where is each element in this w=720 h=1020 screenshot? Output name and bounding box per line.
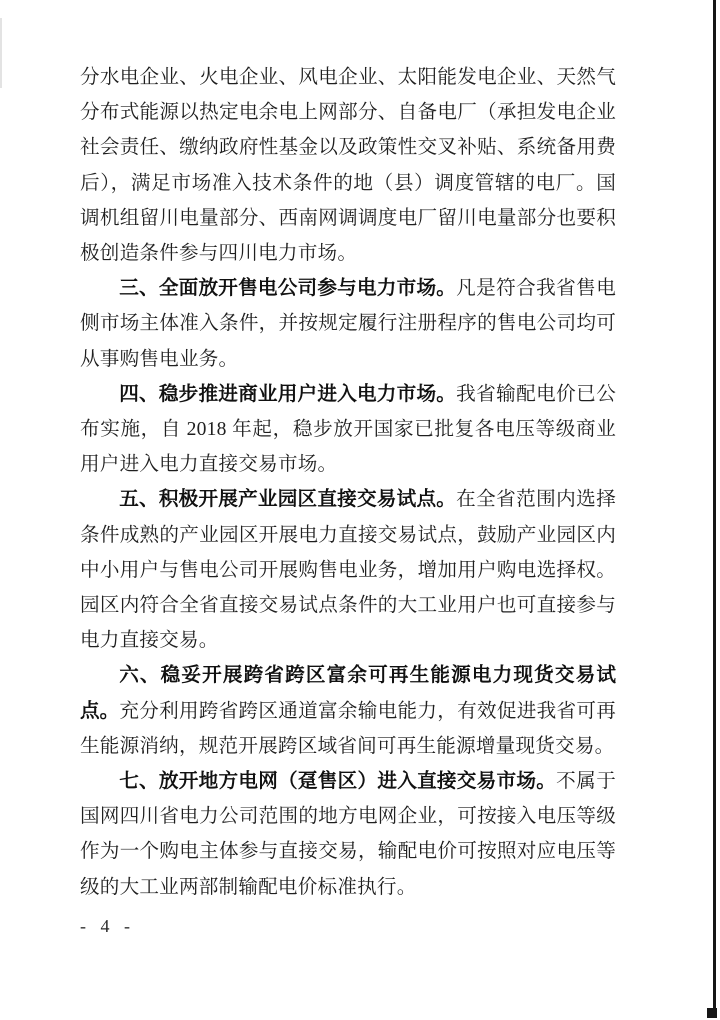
scan-artifact-right-edge [713, 0, 716, 1016]
section-5-body: 在全省范围内选择条件成熟的产业园区开展电力直接交易试点，鼓励产业园区内中小用户与售电公司开展购售电业务，增加用户购电选择权。园区内符合全省直接交易试点条件的大工业用户也可直接参与电力直接交易。 [80, 489, 616, 652]
section-5-paragraph [80, 482, 616, 658]
section-3-paragraph [80, 271, 616, 377]
section-6-paragraph [80, 658, 616, 764]
section-6-heading: 六、稳妥开展跨省跨区富余可再生能源电力现货交易试点。 [80, 664, 616, 722]
section-6-body: 充分利用跨省跨区通道富余输电能力，有效促进我省可再生能源消纳，规范开展跨区域省间可再生能源增量现货交易。 [80, 700, 617, 757]
section-4-body: 我省输配电价已公布实施，自 2018 年起，稳步放开国家已批复各电压等级商业用户进入电力直接交易市场。 [80, 383, 616, 476]
section-7-paragraph [80, 764, 616, 905]
scan-artifact-left-edge [0, 18, 2, 88]
page-number: - 4 - [80, 916, 135, 936]
scan-artifact-bottom-right-corner [707, 1008, 717, 1018]
paragraph-continuation [80, 60, 616, 271]
paragraph-continuation-text: 分水电企业、火电企业、风电企业、太阳能发电企业、天然气分布式能源以热定电余电上网部分、自备电厂（承担发电企业社会责任、缴纳政府性基金以及政策性交叉补贴、系统备用费后），满足市场准入技术条件的地（县）调度管辖的电厂。国调机组留川电量部分、西南网调调度电厂留川电量部分也要积极创造条件参与四川电力市场。 [80, 67, 616, 265]
section-3-body: 凡是符合我省售电侧市场主体准入条件，并按规定履行注册程序的售电公司均可从事购售电业务。 [80, 278, 616, 370]
section-4-paragraph [80, 377, 616, 483]
section-5-heading: 五、积极开展产业园区直接交易试点。 [119, 488, 457, 511]
section-7-body: 不属于国网四川省电力公司范围的地方电网企业，可按接入电压等级作为一个购电主体参与直接交易，输配电价可按照对应电压等级的大工业两部制输配电价标准执行。 [80, 771, 617, 898]
section-3-heading: 三、全面放开售电公司参与电力市场。 [119, 277, 457, 300]
section-4-heading: 四、稳步推进商业用户进入电力市场。 [119, 382, 457, 405]
section-7-heading: 七、放开地方电网（趸售区）进入直接交易市场。 [119, 770, 557, 793]
document-body [80, 60, 616, 905]
